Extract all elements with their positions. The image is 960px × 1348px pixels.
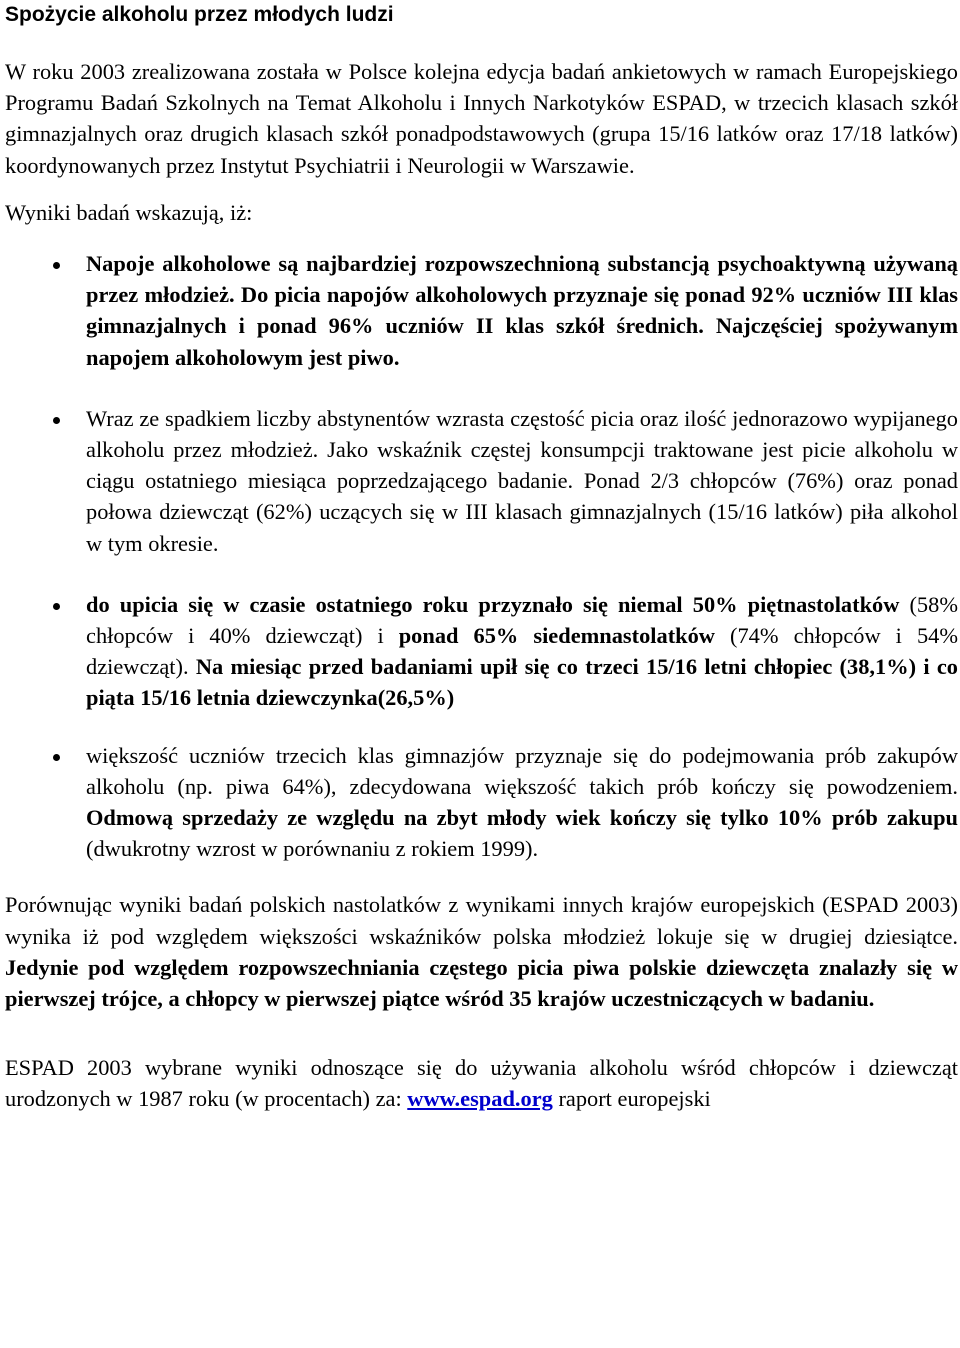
intro-paragraph: W roku 2003 zrealizowana została w Polsce kolejna edycja badań ankietowych w ramach Europejskiego Programu Badań Szkolnych na Temat Alkoholu i Innych Narkotyków ESPAD, w trzecich klasach szkół gimnazjalnych oraz drugich klasach szkół ponadpodstawowych (grupa 15/16 latków oraz 17/18 latków) koordynowanych przez Instytut Psychiatrii i Neurologii w Warszawie. <box>5 59 958 178</box>
finding-text: (dwukrotny wzrost w porównaniu z rokiem 1999). <box>86 836 539 862</box>
finding-bold-text: Odmową sprzedaży ze względu na zbyt młody wiek kończy się tylko 10% prób zakupu <box>86 805 958 831</box>
espad-link[interactable]: www.espad.org <box>407 1086 553 1112</box>
finding-text: Wraz ze spadkiem liczby abstynentów wzrasta częstość picia oraz ilość jednorazowo wypijanego alkoholu przez młodzież. Jako wskaźnik częstej konsumpcji traktowane jest picie alkoholu w ciągu ostatniego miesiąca poprzedzającego badanie. Ponad 2/3 chłopców (76%) oraz ponad połowa dziewcząt (62%) uczących się w III klasach gimnazjalnych (15/16 latków) piła alkohol w tym okresie. <box>86 405 958 556</box>
finding-bold-text: ponad 65% siedemnastolatków <box>398 623 715 649</box>
source-text: ESPAD 2003 wybrane wyniki odnoszące się do używania alkoholu wśród chłopców i dziewcząt urodzonych w 1987 roku (w procentach) za: <box>5 1055 958 1112</box>
list-item <box>5 403 958 559</box>
finding-text: (74% chłopców i 54% dziewcząt). <box>86 623 958 680</box>
findings-list <box>5 248 958 864</box>
comparison-bold-text: Jedynie pod względem rozpowszechniania częstego picia piwa polskie dziewczęta znalazły się w pierwszej trójce, a chłopcy w pierwszej piątce wśród 35 krajów uczestniczących w badaniu. <box>5 954 958 1012</box>
list-item <box>5 740 958 865</box>
source-text-end: raport europejski <box>552 1086 711 1112</box>
page-title: Spożycie alkoholu przez młodych ludzi <box>5 3 394 26</box>
list-item <box>5 589 958 714</box>
document-page <box>0 2 960 1348</box>
finding-bold-text: Napoje alkoholowe są najbardziej rozpowszechnioną substancją psychoaktywną używaną przez młodzież. Do picia napojów alkoholowych przyznaje się ponad 92% uczniów III klas gimnazjalnych i ponad 96% uczniów II klas szkół średnich. Najczęściej spożywanym napojem alkoholowym jest piwo. <box>86 251 958 370</box>
finding-text: (58% chłopców i 40% dziewcząt) i <box>86 591 958 649</box>
results-lead: Wyniki badań wskazują, iż: <box>5 199 253 225</box>
comparison-text: Porównując wyniki badań polskich nastolatków z wynikami innych krajów europejskich (ESPAD 2003) wynika iż pod względem większości wskaźników polska młodzież lokuje się w drugiej dziesiątce. <box>5 892 958 949</box>
finding-bold-text: Na miesiąc przed badaniami upił się co trzeci 15/16 letni chłopiec (38,1%) i co piąta 15/16 letnia dziewczynka(26,5%) <box>86 654 958 711</box>
comparison-paragraph <box>5 889 958 1014</box>
finding-bold-text: do upicia się w czasie ostatniego roku przyznało się niemal 50% piętnastolatków <box>86 591 900 617</box>
list-item <box>5 248 958 373</box>
bullet-icon <box>53 417 60 424</box>
bullet-icon <box>53 603 60 610</box>
source-paragraph <box>5 1052 958 1114</box>
bullet-icon <box>53 262 60 269</box>
finding-text: większość uczniów trzecich klas gimnazjów przyznaje się do podejmowania prób zakupów alkoholu (np. piwa 64%), zdecydowana większość takich prób kończy się powodzeniem. <box>86 742 958 799</box>
bullet-icon <box>53 754 60 761</box>
